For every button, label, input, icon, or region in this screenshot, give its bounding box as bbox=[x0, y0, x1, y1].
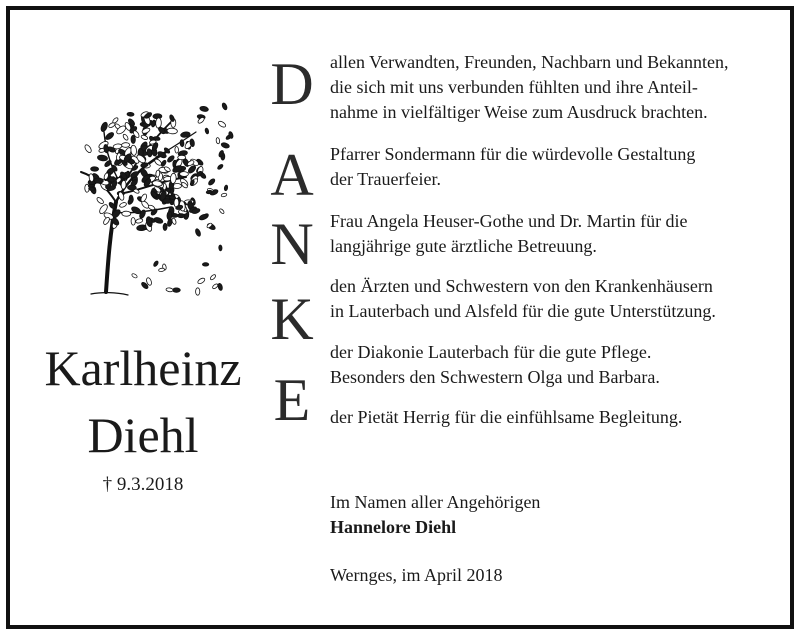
paragraph-line: der Diakonie Lauterbach für die gute Pflege. bbox=[330, 342, 652, 362]
danke-letter-k: K bbox=[270, 286, 314, 352]
paragraph-line: der Trauerfeier. bbox=[330, 169, 441, 189]
danke-letter-d: D bbox=[270, 51, 314, 117]
thanks-paragraph-funeral-home bbox=[330, 405, 780, 430]
deceased-last-name: Diehl bbox=[87, 407, 199, 463]
danke-letter-a: A bbox=[270, 142, 314, 208]
thanks-paragraph-doctor bbox=[330, 209, 780, 259]
thanks-paragraph-pastor bbox=[330, 142, 780, 192]
paragraph-line: Frau Angela Heuser-Gothe und Dr. Martin für die bbox=[330, 211, 688, 231]
paragraph-line: langjährige gute ärztliche Betreuung. bbox=[330, 236, 597, 256]
thanks-paragraph-diakonie bbox=[330, 340, 780, 390]
signature-intro: Im Namen aller Angehörigen bbox=[330, 492, 541, 512]
thanks-paragraph-hospitals bbox=[330, 274, 780, 324]
place-and-date: Wernges, im April 2018 bbox=[330, 565, 503, 585]
paragraph-line: Pfarrer Sondermann für die würdevolle Gestaltung bbox=[330, 144, 696, 164]
paragraph-line: allen Verwandten, Freunden, Nachbarn und Bekannten, bbox=[330, 52, 729, 72]
danke-letter-e: E bbox=[273, 367, 311, 433]
signature-name: Hannelore Diehl bbox=[330, 517, 457, 537]
death-date: † 9.3.2018 bbox=[102, 474, 184, 495]
paragraph-line: die sich mit uns verbunden fühlten und ihre Anteil- bbox=[330, 77, 698, 97]
thanks-paragraph-relatives bbox=[330, 50, 780, 125]
paragraph-line: nahme in vielfältiger Weise zum Ausdruck brachten. bbox=[330, 102, 708, 122]
paragraph-line: den Ärzten und Schwestern von den Krankenhäusern bbox=[330, 276, 713, 296]
windblown-tree-illustration bbox=[66, 82, 236, 300]
danke-letter-n: N bbox=[270, 211, 314, 277]
paragraph-line: der Pietät Herrig für die einfühlsame Begleitung. bbox=[330, 407, 683, 427]
paragraph-line: in Lauterbach und Alsfeld für die gute Unterstützung. bbox=[330, 301, 716, 321]
deceased-first-name: Karlheinz bbox=[44, 340, 242, 396]
paragraph-line: Besonders den Schwestern Olga und Barbara. bbox=[330, 367, 660, 387]
